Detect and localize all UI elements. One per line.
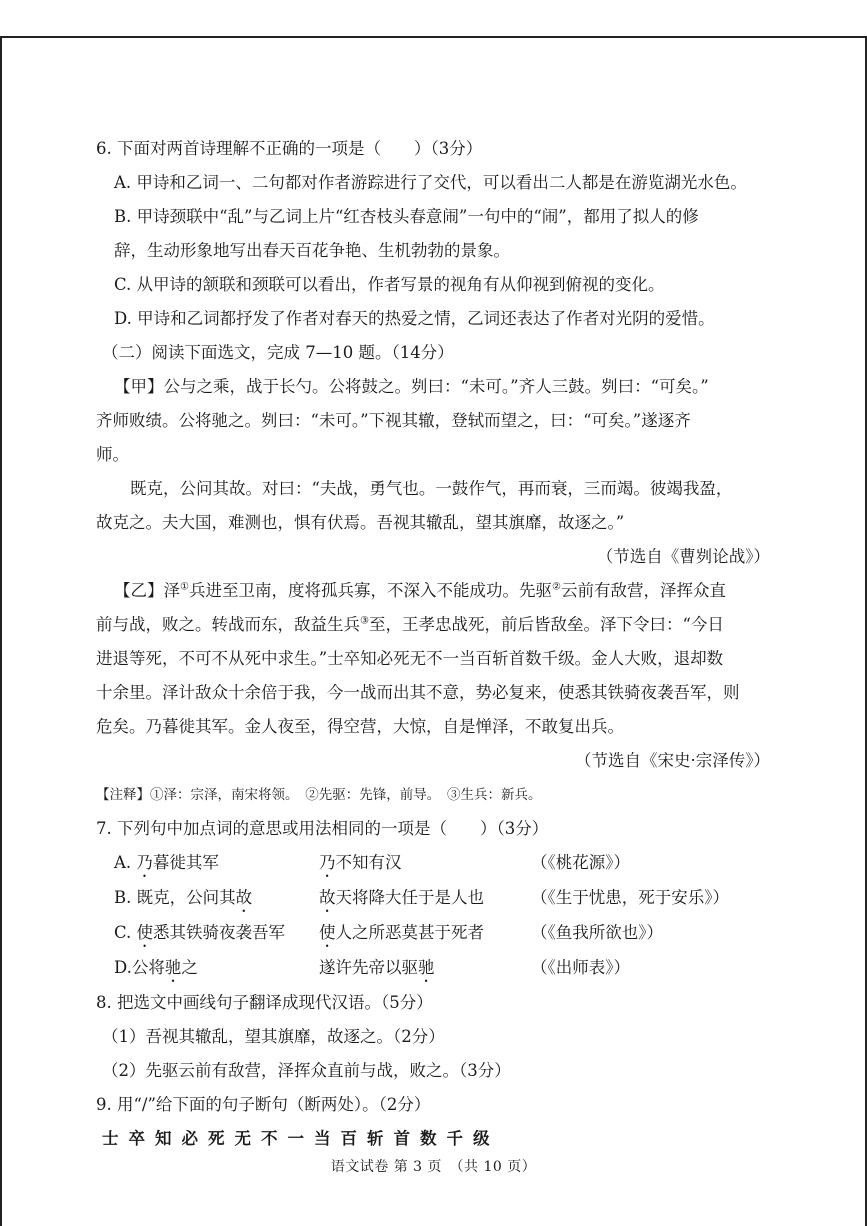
section-2-heading: （二）阅读下面选文，完成 7—10 题。（14分） [102,343,454,362]
yi-text: 前与战，败之。转战而东，敌益生兵 [96,615,360,634]
q7-sentence-1 [114,846,319,881]
option-label: B. 既克，公问其 [114,888,236,907]
q6-option-b-line1: B. 甲诗颈联中“乱”与乙词上片“红杏枝头春意闹”一句中的“闹”，都用了拟人的修 [114,207,699,226]
sentence-text: 悉其铁骑夜袭吾军 [153,923,286,942]
dotted-word: 故 [235,888,253,907]
q7-sentence-1 [114,881,319,916]
option-label: C. [114,923,137,942]
footnote-marker: ② [551,581,561,593]
q7-sentence-2 [319,881,531,916]
passage-jia-p1-line1: 【甲】公与之乘，战于长勺。公将鼓之。刿曰：“未可。”齐人三鼓。刿曰：“可矣。” [114,377,709,396]
passage-yi-line1 [96,574,776,608]
q8-sub-2: （2）先驱云前有敌营，泽挥众直前与战，败之。（3分） [102,1061,511,1080]
passage-yi-line4: 十余里。泽计敌众十余倍于我，今一战而出其不意，势必复来，使悉其铁骑夜袭吾军，则 [96,683,740,702]
q7-option-d [96,951,776,986]
dotted-word: 驰 [164,958,182,977]
sentence-text: 天将降大任于是人也 [335,888,484,907]
q6-stem: 6. 下面对两首诗理解不正确的一项是（ ）（3分） [96,139,483,158]
sentence-text: 暮徙其军 [152,853,219,872]
passage-jia-p2-line1: 既克，公问其故。对曰：“夫战，勇气也。一鼓作气，再而衰，三而竭。彼竭我盈， [130,479,733,498]
yi-text: 兵进至卫南，度将孤兵寡，不深入不能成功。先驱 [188,581,552,600]
page-footer: 语文试卷 第 3 页 （共 10 页） [330,1159,537,1175]
sentence-text: 遂许先帝以驱 [319,958,418,977]
q6-option-b-line2: 辞，生动形象地写出春天百花争艳、生机勃勃的景象。 [114,241,510,260]
passage-jia-source: （节选自《曹刿论战》） [596,547,770,566]
passage-jia-p1-line2: 齐师败绩。公将驰之。刿曰：“未可。”下视其辙，登轼而望之，曰：“可矣。”遂逐齐 [96,411,691,430]
q9-sentence: 士卒知必死无不一当百斩首数千级 [102,1129,500,1148]
q7-source: （《出师表》） [531,958,630,977]
q9-stem: 9. 用“/”给下面的句子断句（断两处）。（2分） [96,1095,431,1114]
q7-sentence-2 [319,951,531,986]
q7-sentence-1 [114,916,319,951]
yi-text: 至，王孝忠战死，前后皆敌垒。泽下令曰：“今日 [368,615,724,634]
q7-source: （《桃花源》） [531,853,630,872]
q7-option-a [96,846,776,881]
q7-option-b [96,881,776,916]
dotted-word: 故 [319,888,336,907]
q8-sub-1: （1）吾视其辙乱，望其旗靡，故逐之。（2分） [102,1027,445,1046]
passage-jia-p1-line3: 师。 [96,445,129,464]
q7-source: （《鱼我所欲也》） [531,923,663,942]
sentence-text: 之 [181,958,198,977]
q7-sentence-2 [319,916,531,951]
dotted-word: 乃 [136,853,153,872]
yi-text: 云前有敌营，泽挥众直 [560,581,726,600]
option-label: A. [114,853,137,872]
q7-sentence-2 [319,846,531,881]
passage-jia-p2-line2: 故克之。夫大国，难测也，惧有伏焉。吾视其辙乱，望其旗靡，故逐之。” [96,513,625,532]
dotted-word: 使 [319,923,336,942]
q7-option-c [96,916,776,951]
option-label: D.公将 [114,958,165,977]
passage-yi-source: （节选自《宋史·宗泽传》） [575,751,770,770]
page-border-left [0,36,2,1226]
q6-option-d: D. 甲诗和乙词都抒发了作者对春天的热爱之情，乙词还表达了作者对光阴的爱惜。 [114,309,715,328]
page-border-top [0,36,867,38]
sentence-text: 人之所恶莫甚于死者 [335,923,484,942]
passage-yi-line5: 危矣。乃暮徙其军。金人夜至，得空营，大惊，自是惮泽，不敢复出兵。 [96,717,624,736]
q6-option-a: A. 甲诗和乙词一、二句都对作者游踪进行了交代，可以看出二人都是在游览湖光水色。 [114,173,747,192]
q7-source: （《生于忧患，死于安乐》） [531,888,729,907]
dotted-word: 乃 [319,853,336,872]
footnote-marker: ① [180,581,189,593]
q7-stem: 7. 下列句中加点词的意思或用法相同的一项是（ ）（3分） [96,819,549,838]
passage-yi-line2 [96,608,776,642]
yi-text: 【乙】泽 [114,581,180,600]
exam-content [96,132,776,1156]
dotted-word: 驰 [418,958,435,977]
q7-sentence-1 [114,951,319,986]
footnote-marker: ③ [360,615,369,627]
sentence-text: 不知有汉 [335,853,402,872]
q8-stem: 8. 把选文中画线句子翻译成现代汉语。（5分） [96,993,433,1012]
q6-option-c: C. 从甲诗的颔联和颈联可以看出，作者写景的视角有从仰视到俯视的变化。 [114,275,665,294]
passage-yi-line3: 进退等死，不可不从死中求生。”士卒知必死无不一当百斩首数千级。金人大败，退却数 [96,649,724,668]
dotted-word: 使 [136,923,154,942]
annotation-note: 【注释】①泽：宗泽，南宋将领。 ②先驱：先锋，前导。 ③生兵：新兵。 [96,787,542,803]
